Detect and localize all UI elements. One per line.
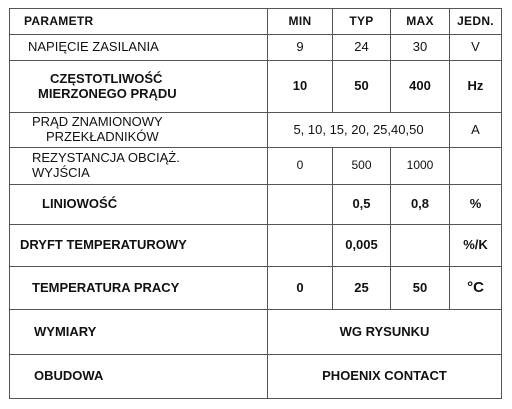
- liniowosc-min: [268, 185, 333, 225]
- header-typ: TYP: [333, 9, 391, 35]
- header-row: [10, 9, 502, 35]
- zasilanie-unit: V: [450, 35, 502, 61]
- liniowosc-max: 0,8: [391, 185, 450, 225]
- temperatura-typ: 25: [333, 267, 391, 310]
- header-max: MAX: [391, 9, 450, 35]
- rezystancja-unit: [450, 148, 502, 185]
- row-wymiary: [10, 310, 502, 355]
- liniowosc-typ: 0,5: [333, 185, 391, 225]
- header-unit: JEDN.: [450, 9, 502, 35]
- label-rezystancja-line1: REZYSTANCJA OBCIĄŻ.: [32, 150, 180, 166]
- label-czestotliwosc-line1: CZĘSTOTLIWOŚĆ: [50, 70, 163, 86]
- dryft-unit: %/K: [450, 225, 502, 267]
- row-dryft: [10, 225, 502, 267]
- label-prad-line1: PRĄD ZNAMIONOWY: [32, 114, 163, 130]
- label-rezystancja: [10, 148, 268, 185]
- temperatura-unit: °C: [450, 267, 502, 310]
- label-prad-znamionowy: [10, 113, 268, 148]
- row-rezystancja: [10, 148, 502, 185]
- row-napiecie-zasilania: [10, 35, 502, 61]
- czestotliwosc-unit: Hz: [450, 61, 502, 113]
- dryft-min: [268, 225, 333, 267]
- temperatura-min: 0: [268, 267, 333, 310]
- header-param: PARAMETR: [10, 9, 268, 35]
- dryft-max: [391, 225, 450, 267]
- rezystancja-typ: 500: [333, 148, 391, 185]
- zasilanie-typ: 24: [333, 35, 391, 61]
- label-obudowa: OBUDOWA: [10, 355, 268, 399]
- liniowosc-unit: %: [450, 185, 502, 225]
- label-dryft: DRYFT TEMPERATUROWY: [10, 225, 268, 267]
- row-czestotliwosc: [10, 61, 502, 113]
- prad-values: 5, 10, 15, 20, 25,40,50: [268, 113, 450, 148]
- row-obudowa: [10, 355, 502, 399]
- zasilanie-max: 30: [391, 35, 450, 61]
- czestotliwosc-min: 10: [268, 61, 333, 113]
- temperatura-max: 50: [391, 267, 450, 310]
- label-czestotliwosc-line2: MIERZONEGO PRĄDU: [38, 85, 177, 101]
- rezystancja-min: 0: [268, 148, 333, 185]
- row-temperatura: [10, 267, 502, 310]
- row-liniowosc: [10, 185, 502, 225]
- label-temperatura: TEMPERATURA PRACY: [10, 267, 268, 310]
- label-prad-line2: PRZEKŁADNIKÓW: [46, 129, 159, 144]
- label-rezystancja-line2: WYJŚCIA: [32, 165, 90, 180]
- wymiary-value: WG RYSUNKU: [268, 310, 502, 355]
- prad-unit: A: [450, 113, 502, 148]
- label-napiecie-zasilania: NAPIĘCIE ZASILANIA: [10, 35, 268, 61]
- dryft-typ: 0,005: [333, 225, 391, 267]
- label-wymiary: WYMIARY: [10, 310, 268, 355]
- rezystancja-max: 1000: [391, 148, 450, 185]
- header-min: MIN: [268, 9, 333, 35]
- label-czestotliwosc: [10, 61, 268, 113]
- zasilanie-min: 9: [268, 35, 333, 61]
- czestotliwosc-typ: 50: [333, 61, 391, 113]
- obudowa-value: PHOENIX CONTACT: [268, 355, 502, 399]
- row-prad-znamionowy: [10, 113, 502, 148]
- spec-table: [9, 8, 502, 399]
- label-liniowosc: LINIOWOŚĆ: [10, 185, 268, 225]
- czestotliwosc-max: 400: [391, 61, 450, 113]
